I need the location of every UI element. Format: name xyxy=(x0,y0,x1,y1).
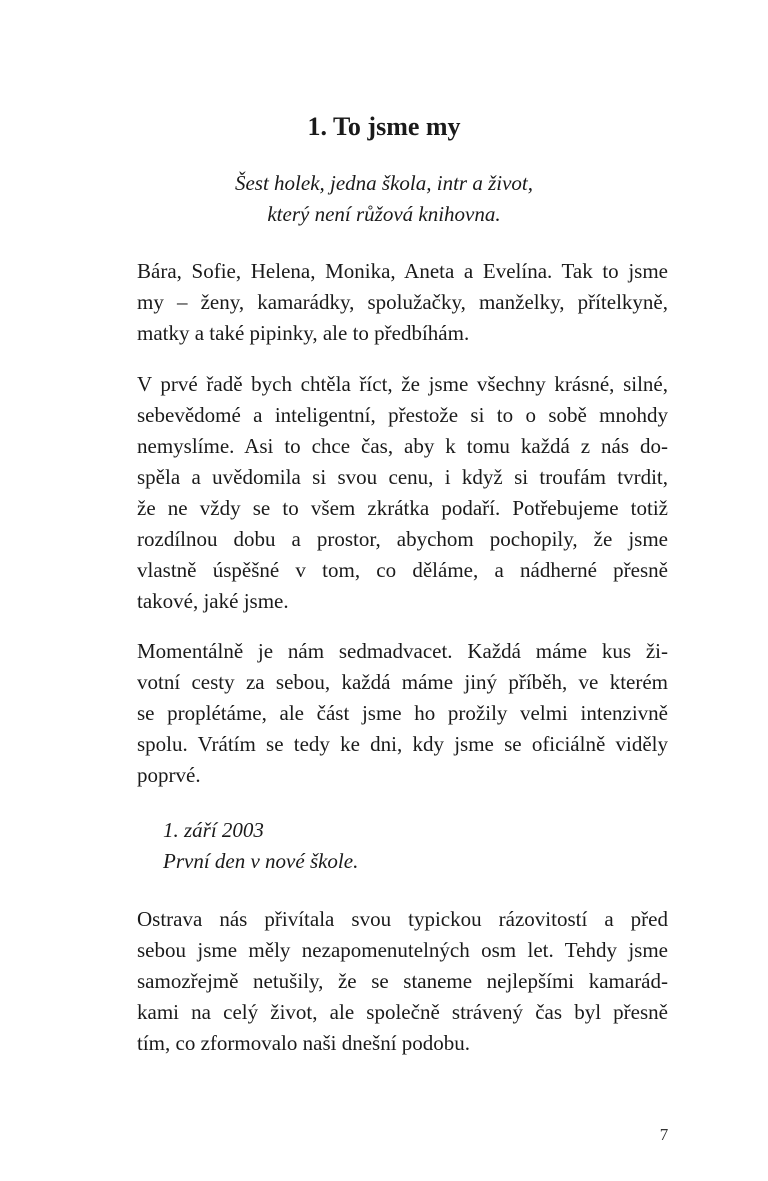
text-line: že ne vždy se to všem zkrátka podaří. Potřebujeme totiž xyxy=(137,496,668,520)
paragraph xyxy=(137,636,668,791)
paragraph xyxy=(137,369,668,617)
text-line: tím, co zformovalo naši dnešní podobu. xyxy=(137,1031,471,1055)
text-line: Ostrava nás přivítala svou typickou rázovitostí a před xyxy=(137,907,668,931)
text-line: V prvé řadě bych chtěla říct, že jsme všechny krásné, silné, xyxy=(137,372,668,396)
epigraph-line: Šest holek, jedna škola, intr a život, xyxy=(234,171,534,195)
note-caption: První den v nové škole. xyxy=(163,849,359,873)
text-line: Bára, Sofie, Helena, Monika, Aneta a Evelína. Tak to jsme xyxy=(137,259,668,283)
note-date: 1. září 2003 xyxy=(163,818,264,842)
text-line: spolu. Vrátím se tedy ke dni, kdy jsme se oficiálně viděly xyxy=(137,732,668,756)
chapter-title: 1. To jsme my xyxy=(307,112,461,141)
paragraph xyxy=(137,904,668,1059)
text-line: sebevědomé a inteligentní, přestože si to o sobě mnohdy xyxy=(137,403,668,427)
text-line: samozřejmě netušily, že se staneme nejlepšími kamarád- xyxy=(137,969,668,993)
text-line: takové, jaké jsme. xyxy=(137,589,289,613)
text-line: poprvé. xyxy=(137,763,201,787)
text-line: my – ženy, kamarádky, spolužačky, manželky, přítelkyně, xyxy=(137,290,668,314)
text-line: sebou jsme měly nezapomenutelných osm let. Tehdy jsme xyxy=(137,938,668,962)
text-line: vlastně úspěšné v tom, co děláme, a nádherné přesně xyxy=(137,558,668,582)
page-number: 7 xyxy=(659,1125,669,1144)
text-line: matky a také pipinky, ale to předbíhám. xyxy=(137,321,470,345)
paragraph xyxy=(137,256,668,349)
text-line: rozdílnou dobu a prostor, abychom pochopily, že jsme xyxy=(137,527,668,551)
dated-note xyxy=(163,815,358,877)
text-line: se proplétáme, ale část jsme ho prožily velmi intenzivně xyxy=(137,701,668,725)
epigraph-line: který není růžová knihovna. xyxy=(267,202,501,226)
text-line: spěla a uvědomila si svou cenu, i když si troufám tvrdit, xyxy=(137,465,668,489)
text-line: kami na celý život, ale společně strávený čas byl přesně xyxy=(137,1000,668,1024)
text-line: Momentálně je nám sedmadvacet. Každá máme kus ži- xyxy=(137,639,668,663)
text-line: nemyslíme. Asi to chce čas, aby k tomu každá z nás do- xyxy=(137,434,668,458)
epigraph xyxy=(0,168,768,230)
text-line: votní cesty za sebou, každá máme jiný příběh, ve kterém xyxy=(137,670,668,694)
